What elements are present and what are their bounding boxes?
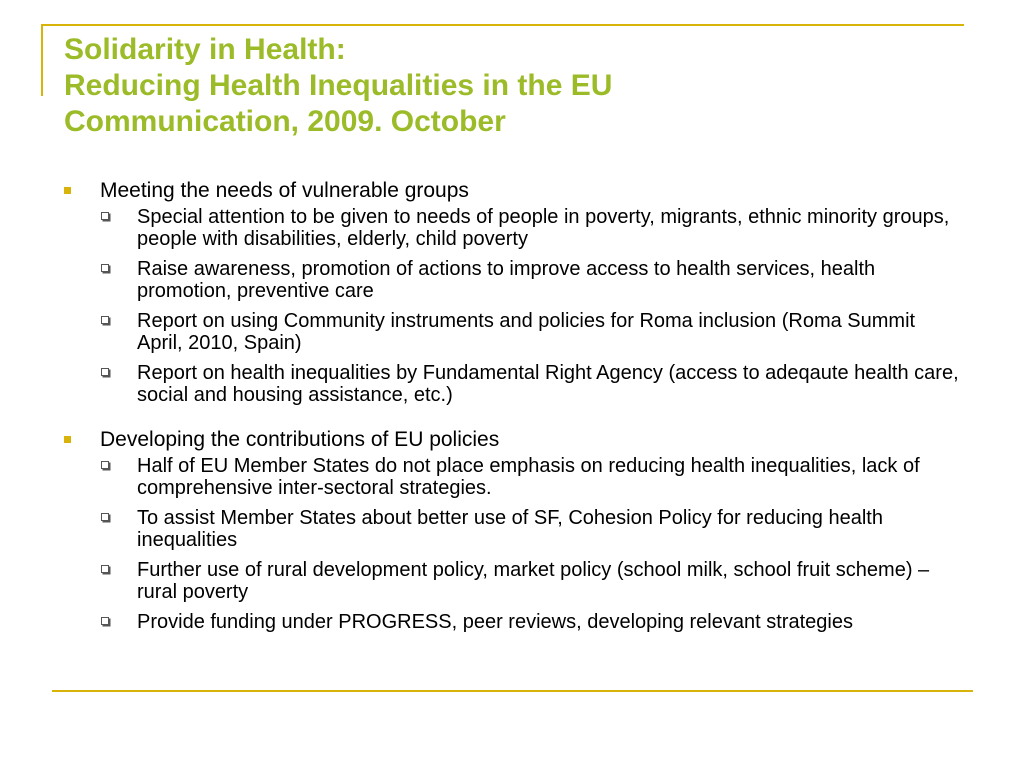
square-bullet-icon: [64, 436, 71, 443]
top-border-line: [41, 24, 964, 26]
title-line-1: Solidarity in Health:: [64, 33, 346, 66]
section-heading: [64, 178, 964, 203]
list-item-text: Report on using Community instruments and policies for Roma inclusion (Roma Summit April, 2010, Spain): [137, 310, 916, 354]
section-heading: [64, 427, 964, 452]
checkbox-bullet-icon: [101, 316, 109, 324]
checkbox-bullet-icon: [101, 368, 109, 376]
slide-body: [64, 178, 964, 641]
list-item-text: To assist Member States about better use of SF, Cohesion Policy for reducing health inequalities: [137, 507, 883, 551]
section-vulnerable-groups: [64, 178, 964, 406]
list-item: [64, 362, 964, 406]
list-item: [64, 611, 964, 633]
list-item: [64, 310, 964, 354]
checkbox-bullet-icon: [101, 264, 109, 272]
list-item: [64, 455, 964, 499]
list-item-text: Special attention to be given to needs of people in poverty, migrants, ethnic minority groups, people with disabilities, elderly, child poverty: [137, 206, 950, 250]
section-heading-text: Developing the contributions of EU policies: [100, 428, 500, 451]
list-item: [64, 507, 964, 551]
checkbox-bullet-icon: [101, 617, 109, 625]
bottom-border-line: [52, 690, 973, 692]
checkbox-bullet-icon: [101, 565, 109, 573]
checkbox-bullet-icon: [101, 212, 109, 220]
title-line-2: Reducing Health Inequalities in the EU: [64, 69, 613, 102]
list-item: [64, 206, 964, 250]
checkbox-bullet-icon: [101, 461, 109, 469]
title-line-3: Communication, 2009. October: [64, 105, 506, 138]
list-item: [64, 258, 964, 302]
list-item-text: Further use of rural development policy, market policy (school milk, school fruit scheme) – rural poverty: [137, 559, 930, 603]
list-item-text: Report on health inequalities by Fundamental Right Agency (access to adeqaute health care, social and housing assistance, etc.): [137, 362, 959, 406]
square-bullet-icon: [64, 187, 71, 194]
list-item-text: Half of EU Member States do not place emphasis on reducing health inequalities, lack of comprehensive inter-sectoral strategies.: [137, 455, 920, 499]
left-border-line: [41, 24, 43, 96]
list-item-text: Provide funding under PROGRESS, peer reviews, developing relevant strategies: [137, 611, 853, 633]
section-eu-policies: [64, 427, 964, 633]
section-heading-text: Meeting the needs of vulnerable groups: [100, 179, 469, 202]
list-item-text: Raise awareness, promotion of actions to improve access to health services, health promotion, preventive care: [137, 258, 876, 302]
list-item: [64, 559, 964, 603]
slide-title: [64, 32, 964, 140]
checkbox-bullet-icon: [101, 513, 109, 521]
